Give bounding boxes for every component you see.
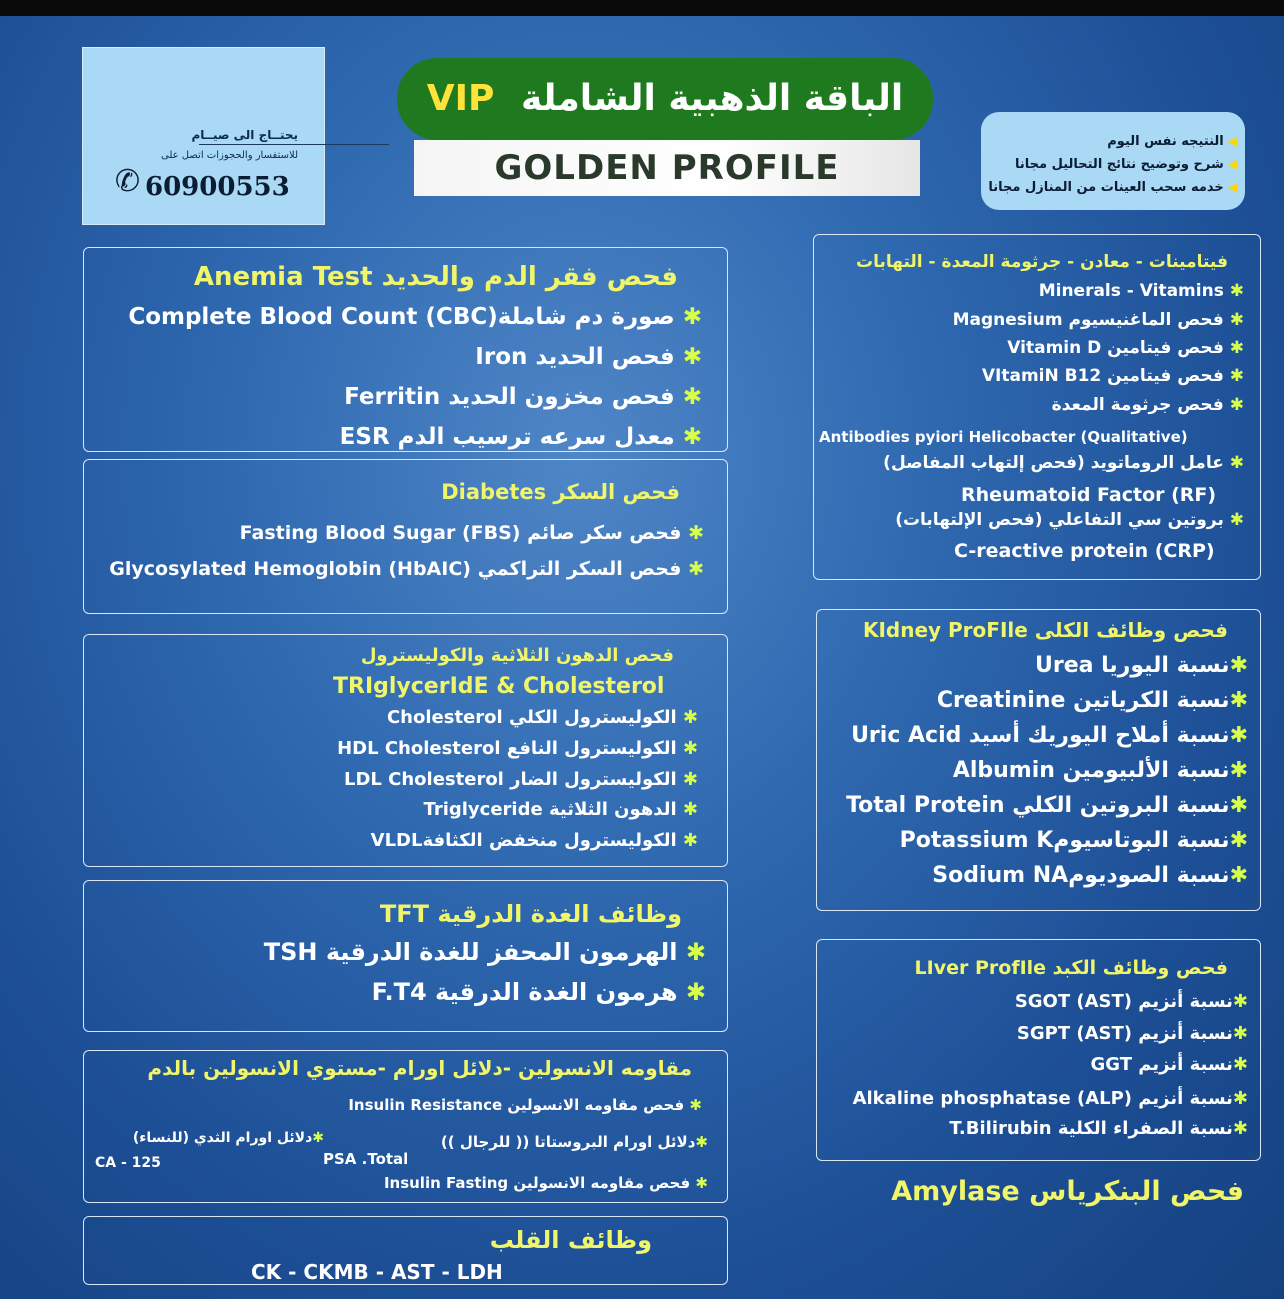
asterisk-icon: ✱: [1232, 1023, 1248, 1044]
asterisk-icon: ✱: [1229, 723, 1248, 748]
asterisk-icon: ✱: [674, 344, 702, 370]
asterisk-icon: ✱: [1223, 510, 1244, 530]
anemia-item: ✱ صورة دم شاملة(Complete Blood Count (CBC: [128, 304, 702, 330]
liver-item: ✱نسبة أنزيم (SGOT (AST: [1014, 991, 1248, 1012]
kidney-item: ✱نسبة الصوديومSodium NA: [932, 863, 1248, 888]
kidney-item: ✱نسبة البروتين الكلي Total Protein: [846, 793, 1248, 818]
vitamins-title: فيتامينات - معادن - جرثومة المعدة - التهابات: [856, 252, 1228, 272]
lipids-title-en: TRIglycerIdE & Cholesterol: [333, 674, 665, 699]
asterisk-icon: ✱: [681, 522, 704, 544]
asterisk-icon: ✱: [681, 558, 704, 580]
kidney-item: ✱نسبة أملاح اليوريك أسيد Uric Acid: [851, 723, 1248, 748]
asterisk-icon: ✱: [676, 707, 698, 728]
asterisk-icon: ✱: [684, 1096, 702, 1114]
thyroid-item: ✱ الهرمون المحفز للغدة الدرقية TSH: [263, 938, 706, 966]
triangle-icon: ◀: [1227, 134, 1237, 148]
diabetes-item: ✱ فحص السكر التراكمي (Glycosylated Hemoglobin (HbAIC: [109, 558, 704, 580]
diabetes-item: ✱ فحص سكر صائم (Fasting Blood Sugar (FBS: [239, 522, 704, 544]
triangle-icon: ◀: [1227, 157, 1237, 171]
insulin-item: ✱ فحص مقاومه الانسولين Insulin Resistance: [348, 1096, 702, 1114]
heart-title: وظائف القلب: [489, 1226, 652, 1254]
asterisk-icon: ✱: [1223, 338, 1244, 358]
asterisk-icon: ✱: [1232, 991, 1248, 1012]
kidney-title: فحص وظائف الكلى KIdney ProFIle: [862, 618, 1228, 642]
anemia-title: فحص فقر الدم والحديد Anemia Test: [193, 262, 678, 292]
insulin-item: ✱ فحص مقاومه الانسولين Insulin Fasting: [383, 1174, 708, 1192]
phone-number[interactable]: 60900553: [145, 172, 290, 202]
contact-box: [82, 47, 325, 225]
lipids-item: ✱ الكوليسترول الضار LDL Cholesterol: [344, 769, 698, 790]
inquiry-note: للاستفسار والحجوزات اتصل على: [161, 150, 298, 161]
helicobacter-label: Antibodies pyiori Helicobacter (Qualitative): [819, 428, 1188, 446]
kidney-item: ✱نسبة الكرياتين Creatinine: [936, 688, 1248, 713]
package-name: الباقة الذهبية الشاملة: [520, 78, 904, 119]
fasting-note: يحتــاج الى صيــام: [191, 128, 298, 142]
benefit-item: ◀خدمه سحب العينات من المنازل مجانا: [988, 180, 1237, 195]
pancreas-title: فحص البنكرياس Amylase: [891, 1176, 1244, 1207]
lipids-item: ✱ الكوليسترول النافع HDL Cholesterol: [337, 738, 698, 759]
kidney-item: ✱نسبة الألبيومين Albumin: [952, 758, 1248, 783]
lipids-item: ✱ الدهون الثلاثية Triglyceride: [423, 799, 698, 820]
asterisk-icon: ✱: [674, 304, 702, 330]
vip-label: VIP: [426, 78, 495, 119]
lipids-item: ✱ الكوليسترول الكلي Cholesterol: [386, 707, 698, 728]
asterisk-icon: ✱: [676, 738, 698, 759]
crp-item: ✱ بروتين سي التفاعلي (فحص الإلتهابات): [895, 510, 1244, 530]
liver-item: ✱نسبة أنزيم GGT: [1090, 1054, 1248, 1075]
benefit-item: ◀النتيجه نفس اليوم: [1107, 134, 1237, 149]
crp-label: C-reactive protein (CRP): [954, 540, 1215, 562]
triangle-icon: ◀: [1227, 180, 1237, 194]
asterisk-icon: ✱: [674, 384, 702, 410]
liver-title: فحص وظائف الكبد LIver ProfIle: [914, 957, 1228, 979]
asterisk-icon: ✱: [1223, 281, 1244, 301]
rf-label: Rheumatoid Factor (RF): [961, 484, 1217, 506]
asterisk-icon: ✱: [690, 1174, 708, 1192]
benefit-item: ◀شرح وتوضيح نتائج التحاليل مجانا: [1015, 157, 1237, 172]
liver-item: ✱نسبة الصفراء الكلية T.Bilirubin: [949, 1118, 1248, 1139]
thyroid-item: ✱ هرمون الغدة الدرقية F.T4: [371, 978, 706, 1006]
asterisk-icon: ✱: [677, 938, 706, 966]
asterisk-icon: ✱: [695, 1133, 708, 1151]
vitamin-item: ✱ فحص فيتامين Vitamin D: [1007, 338, 1244, 358]
asterisk-icon: ✱: [1232, 1118, 1248, 1139]
diabetes-title: فحص السكر Diabetes: [441, 480, 680, 504]
liver-item: ✱نسبة أنزيم (Alkaline phosphatase (ALP: [852, 1088, 1248, 1109]
psa-item: ✱دلائل اورام البروستاتا (( للرجال )): [440, 1133, 708, 1151]
phone-icon: ✆: [115, 164, 141, 199]
asterisk-icon: ✱: [1223, 366, 1244, 386]
thyroid-title: وظائف الغدة الدرقية TFT: [379, 900, 682, 928]
kidney-item: ✱نسبة اليوريا Urea: [1035, 653, 1248, 678]
lipids-item: ✱ الكوليسترول منخفض الكثافةVLDL: [370, 830, 698, 851]
lipids-title-ar: فحص الدهون الثلاثية والكوليسترول: [360, 645, 674, 666]
asterisk-icon: ✱: [676, 799, 698, 820]
vip-title: [397, 58, 933, 140]
asterisk-icon: ✱: [1229, 653, 1248, 678]
asterisk-icon: ✱: [1229, 758, 1248, 783]
asterisk-icon: ✱: [1229, 793, 1248, 818]
vitamin-item: ✱ Minerals - Vitamins: [1038, 281, 1244, 301]
anemia-item: ✱ فحص مخزون الحديد Ferritin: [344, 384, 702, 410]
kidney-item: ✱نسبة البوتاسيومPotassium K: [899, 828, 1248, 853]
heart-items: CK - CKMB - AST - LDH: [251, 1260, 503, 1284]
divider: [199, 144, 389, 145]
anemia-item: ✱ معدل سرعه ترسيب الدم ESR: [339, 424, 702, 450]
vitamin-item: ✱ فحص جرثومة المعدة: [1051, 395, 1244, 415]
asterisk-icon: ✱: [312, 1130, 324, 1146]
asterisk-icon: ✱: [677, 978, 706, 1006]
rf-item: ✱ عامل الروماتويد (فحص إلتهاب المفاصل): [883, 453, 1244, 473]
asterisk-icon: ✱: [1229, 863, 1248, 888]
top-bar: [0, 0, 1284, 16]
anemia-item: ✱ فحص الحديد Iron: [475, 344, 702, 370]
vitamin-item: ✱ فحص الماغنيسيوم Magnesium: [952, 310, 1244, 330]
insulin-title: مقاومه الانسولين -دلائل اورام -مستوي الانسولين بالدم: [147, 1056, 692, 1080]
asterisk-icon: ✱: [1223, 395, 1244, 415]
psa-label: PSA .Total: [323, 1150, 409, 1168]
asterisk-icon: ✱: [676, 769, 698, 790]
asterisk-icon: ✱: [1223, 310, 1244, 330]
asterisk-icon: ✱: [1232, 1088, 1248, 1109]
golden-profile-banner: GOLDEN PROFILE: [414, 140, 920, 196]
asterisk-icon: ✱: [1223, 453, 1244, 473]
vitamin-item: ✱ فحص فيتامين VItamiN B12: [981, 366, 1244, 386]
asterisk-icon: ✱: [1229, 688, 1248, 713]
liver-item: ✱نسبة أنزيم (SGPT (AST: [1016, 1023, 1248, 1044]
asterisk-icon: ✱: [674, 424, 702, 450]
asterisk-icon: ✱: [1229, 828, 1248, 853]
asterisk-icon: ✱: [1232, 1054, 1248, 1075]
ca125-item: ✱دلائل اورام الثدي (للنساء): [132, 1130, 324, 1146]
ca125-label: CA - 125: [95, 1155, 161, 1171]
asterisk-icon: ✱: [676, 830, 698, 851]
benefits-panel: [981, 112, 1245, 210]
